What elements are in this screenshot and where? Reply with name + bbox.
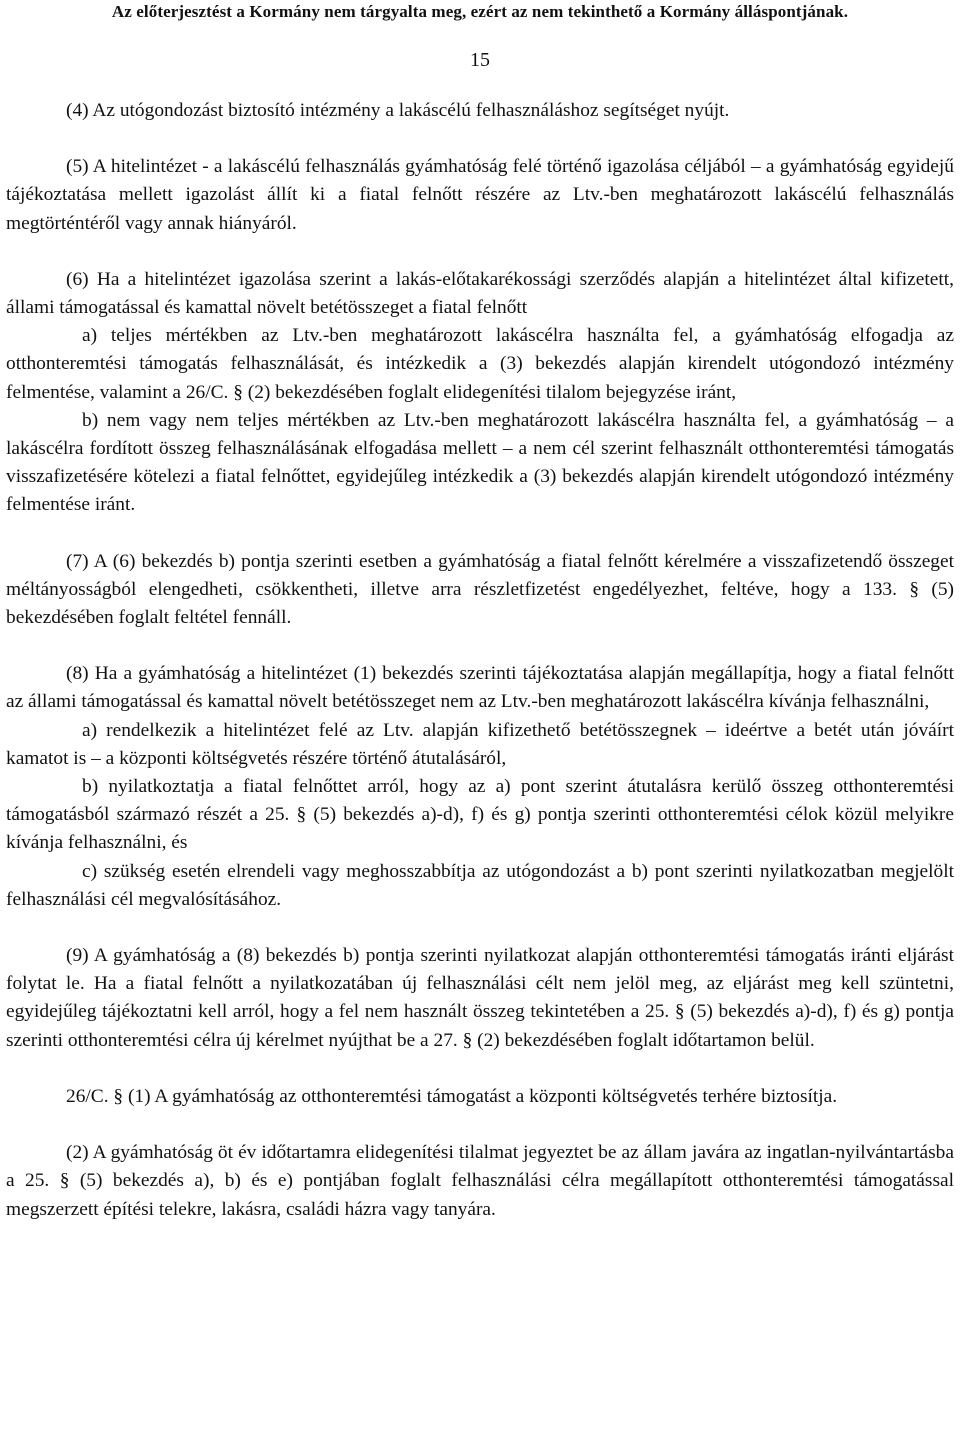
section-26c-paragraph-2: (2) A gyámhatóság öt év időtartamra elidegenítési tilalmat jegyeztet be az állam javára az ingatlan-nyilvántartásba a 25. § (5) bekezdés a), b) és e) pontjában foglalt felhasználási célra megállapított otthonteremtési támogatással megszerzett építési telekre, lakásra, családi házra vagy tanyára. [6, 1142, 954, 1220]
paragraph-8-point-a: a) rendelkezik a hitelintézet felé az Ltv. alapján kifizethető betétösszegnek – ideértve a betét után jóváírt kamatot is – a központi költségvetés részére történő átutalásáról, [6, 719, 954, 769]
paragraph-8-point-b: b) nyilatkoztatja a fiatal felnőttet arról, hogy az a) pont szerint átutalásra kerülő összeg otthonteremtési támogatásból származó részét a 25. § (5) bekezdés a)-d), f) és g) pontja szerinti otthonteremtési célok közül melyikre kívánja felhasználni, és [6, 776, 954, 854]
disclaimer-header: Az előterjesztést a Kormány nem tárgyalta meg, ezért az nem tekinthető a Kormány álláspontjának. [111, 2, 849, 21]
paragraph-6-point-a: a) teljes mértékben az Ltv.-ben meghatározott lakáscélra használta fel, a gyámhatóság elfogadja az otthonteremtési támogatás felhasználását, és intézkedik a (3) bekezdés alapján kirendelt utógondozó intézmény felmentése, valamint a 26/C. § (2) bekezdésében foglalt elidegenítési tilalom bejegyzése iránt, [6, 325, 954, 403]
paragraph-4: (4) Az utógondozást biztosító intézmény a lakáscélú felhasználáshoz segítséget nyújt. [66, 100, 730, 121]
paragraph-8-intro: (8) Ha a gyámhatóság a hitelintézet (1) bekezdés szerinti tájékoztatása alapján megállapítja, hogy a fiatal felnőtt az állami támogatással és kamattal növelt betétösszeget nem az Ltv.-ben meghatározott lakáscélra kívánja felhasználni, [6, 663, 954, 713]
page-number: 15 [470, 49, 490, 71]
section-26c-paragraph-1: 26/C. § (1) A gyámhatóság az otthonteremtési támogatást a központi költségvetés terhére biztosítja. [66, 1085, 838, 1107]
paragraph-7: (7) A (6) bekezdés b) pontja szerinti esetben a gyámhatóság a fiatal felnőtt kérelmére a visszafizetendő összeget méltányosságból elengedheti, csökkentheti, illetve arra részletfizetést engedélyezhet, feltéve, hogy a 133. § (5) bekezdésében foglalt feltétel fennáll. [6, 550, 954, 629]
paragraph-6-point-b: b) nem vagy nem teljes mértékben az Ltv.-ben meghatározott lakáscélra használta fel, a gyámhatóság – a lakáscélra fordított összeg felhasználásának elfogadása mellett – a nem cél szerint felhasznált otthonteremtési támogatás visszafizetésére kötelezi a fiatal felnőttet, egyidejűleg intézkedik a (3) bekezdés alapján kirendelt utógondozó intézmény felmentése iránt. [6, 409, 954, 516]
paragraph-6-intro: (6) Ha a hitelintézet igazolása szerint a lakás-előtakarékossági szerződés alapján a hitelintézet által kifizetett, állami támogatással és kamattal növelt betétösszeget a fiatal felnőtt [6, 268, 954, 319]
paragraph-8-point-c: c) szükség esetén elrendeli vagy meghosszabbítja az utógondozást a b) pont szerinti nyilatkozatban megjelölt felhasználási cél megvalósításához. [6, 860, 954, 910]
document-body [6, 97, 954, 1224]
paragraph-5: (5) A hitelintézet - a lakáscélú felhasználás gyámhatóság felé történő igazolása céljából – a gyámhatóság egyidejű tájékoztatása mellett igazolást állít ki a fiatal felnőtt részére az Ltv.-ben meghatározott lakáscélú felhasználás megtörténtéről vagy annak hiányáról. [6, 156, 954, 234]
paragraph-9: (9) A gyámhatóság a (8) bekezdés b) pontja szerinti nyilatkozat alapján otthonteremtési támogatás iránti eljárást folytat le. Ha a fiatal felnőtt a nyilatkozatában új felhasználási célt nem jelöl meg, az eljárást meg kell szüntetni, egyidejűleg tájékoztatni kell arról, hogy a fel nem használt összeg tekintetében a 25. § (5) bekezdés a)-d), f) és g) pontja szerinti otthonteremtési célra új kérelmet nyújthat be a 27. § (2) bekezdésében foglalt időtartamon belül. [6, 945, 954, 1051]
